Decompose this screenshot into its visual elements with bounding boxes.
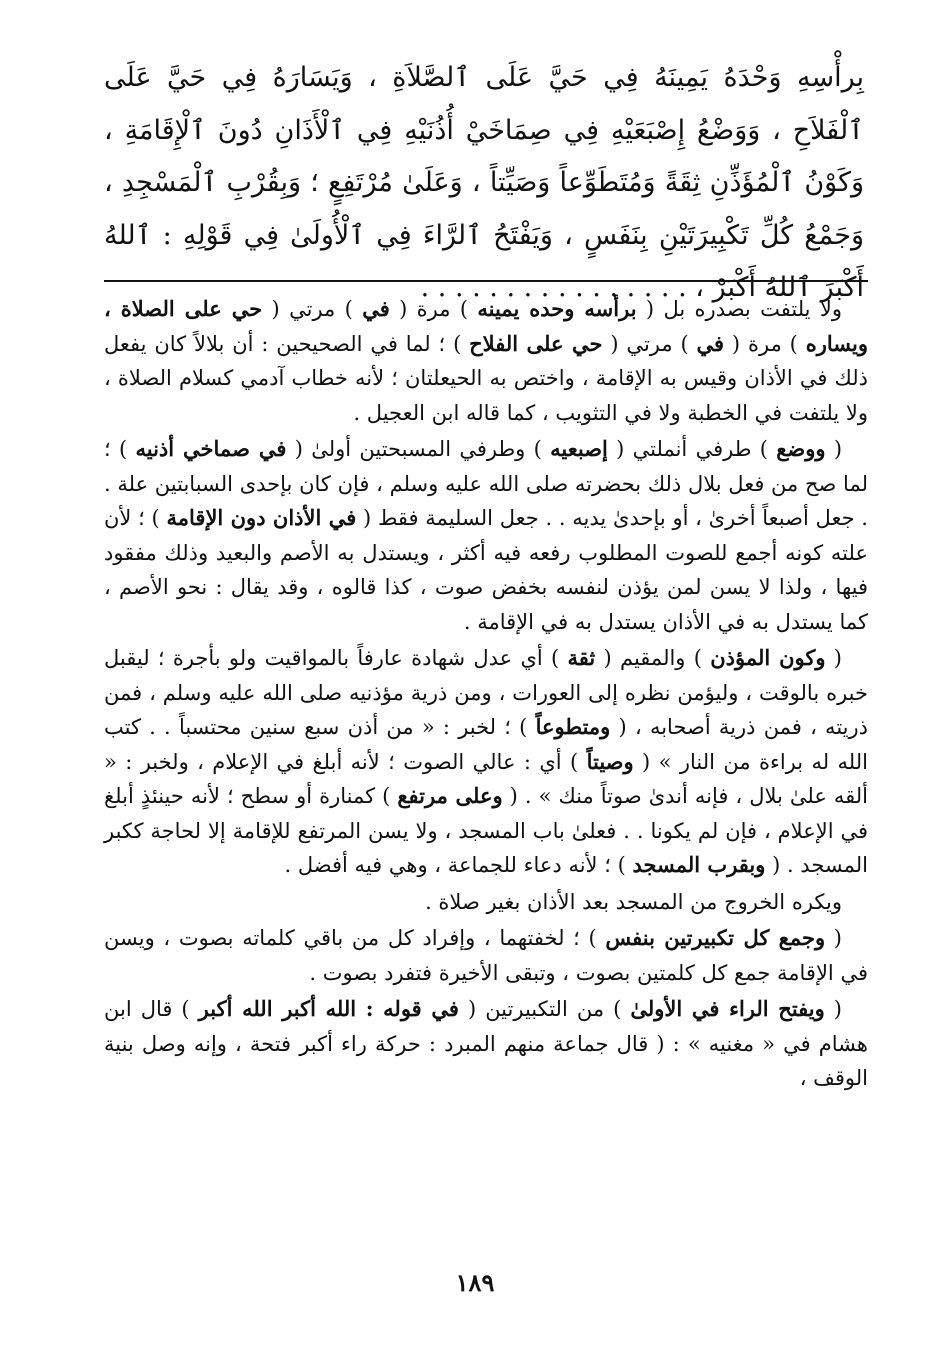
text-run: ) قال ابن هشام في « مغنيه » : ( قال جماعة منهم المبرد : حركة راء أكبر فتحة ، وإنه وصل بنية الوقف ،	[104, 997, 868, 1090]
text-run: ) مرة (	[389, 297, 478, 321]
quoted-matn: برأسه وحده يمينه	[477, 296, 637, 321]
text-run: ) مرة (	[724, 331, 806, 356]
quoted-matn: في قوله : الله أكبر الله أكبر	[198, 996, 459, 1021]
text-run: ) ؛ لما في الصحيحين : أن بلالاً كان يفعل ذلك في الأذان وقيس به الإقامة ، واختص به الحيعلتان ؛ لأنه خطاب آدمي كسلام الصلاة ، ولا يلتفت في الخطبة ولا في التثويب ، كما قاله ابن العجيل .	[104, 331, 868, 425]
quoted-matn: وعلى مرتفع	[397, 783, 503, 808]
quoted-matn: حي على الفلاح	[469, 330, 603, 356]
text-run: ) ؛ لأنه دعاء للجماعة ، وهي فيه أفضل .	[284, 853, 633, 877]
text-run: ) أي عدل شهادة عارفاً بالمواقيت ولو بأجرة ؛ ليقبل خبره بالوقت ، وليؤمن نظره إلى العورات ، ومن ذرية مؤذنيه صلى الله عليه وسلم ، فمن ذريته ، فمن ذرية أصحابه ، (	[104, 646, 868, 739]
text-run: ولا يلتفت بصدره بل (	[636, 297, 842, 321]
quoted-matn: ووضع	[776, 436, 826, 461]
main-text: بِرأْسِهِ وَحْدَهُ يَمِينَهُ فِي حَيَّ عَلَى ٱلصَّلاَةِ ، وَيَسَارَهُ فِي حَيَّ عَلَى ٱلْفَلاَحِ ، وَوَضْعُ إِصْبَعَيْهِ فِي صِمَاخَيْ أُذُنَيْهِ فِي ٱلْأَذَانِ دُونَ ٱلْإِقَامَةِ ، وَكَوْنُ ٱلْمُؤَذِّنِ ثِقَةً وَمُتَطَوِّعاً وَصَيِّتاً ، وَعَلَىٰ مُرْتَفِعٍ ؛ وَبِقُرْبِ ٱلْمَسْجِدِ ، وَجَمْعُ كُلِّ تَكْبِيرَتَيْنِ بِنَفَسٍ ، وَيَفْتَحُ ٱلرَّاءَ فِي ٱلْأُولَىٰ فِي قَوْلِهِ : ٱللهُ أَكْبَرَ ٱللهُ أَكْبَرْ ، . . . . . . . . . . . . . . . .	[104, 62, 864, 303]
text-run: (	[825, 437, 843, 461]
text-run: (	[825, 926, 842, 950]
text-run: ) مرتي (	[602, 331, 697, 356]
quoted-matn: إصبعيه	[550, 436, 608, 461]
commentary-paragraph-4: ويكره الخروج من المسجد بعد الأذان بغير صلاة .	[425, 889, 842, 914]
quoted-matn: ثقة	[567, 645, 596, 670]
quoted-matn: ومتطوعاً	[535, 714, 611, 739]
text-run: (	[824, 997, 842, 1021]
text-run: ) ؛ لأن علته كونه أجمع للصوت المطلوب رفعه فيه أكثر ، ويستدل به الأصم والبعيد وذلك مفقود فيها ، ولذا لا يسن لمن يؤذن لنفسه بخفض صوت ، كذا قالوه ، وقد يقال : نحو الأصم ، كما يستدل به في الأذان يستدل به في الإقامة .	[104, 506, 869, 634]
commentary-paragraph-1	[104, 292, 868, 430]
quoted-matn: حي على الصلاة ، ويساره	[104, 296, 868, 356]
text-run: ) وطرفي المسبحتين أولىٰ (	[286, 437, 551, 461]
text-run: ) كمنارة أو سطح ؛ لأنه حينئذٍ أبلغ في الإعلام ، فإن لم يكونا . . فعلىٰ باب المسجد ، ولا يسن المرتفع للإقامة إلا لحاجة ككبر المسجد . (	[104, 784, 868, 877]
text-run: ) والمقيم (	[595, 646, 711, 670]
text-run: (	[825, 646, 842, 670]
commentary-paragraph-2	[104, 432, 868, 639]
quoted-matn: في صماخي أذنيه	[135, 436, 287, 461]
quoted-matn: في	[362, 296, 390, 321]
page-number: ١٨٩	[455, 1268, 495, 1297]
text-run: ) مرتي (	[262, 297, 363, 321]
quoted-matn: وبقرب المسجد	[632, 852, 766, 877]
text-run: ) ؛ لخفتهما ، وإفراد كل من باقي كلماته بصوت ، ويسن في الإقامة جمع كل كلمتين بصوت ، وتبقى الأخيرة فتفرد بصوت .	[104, 926, 868, 985]
quoted-matn: وجمع كل تكبيرتين بنفس	[605, 925, 826, 950]
text-run: ) طرفي أنملتي (	[607, 437, 777, 461]
text-run: ) ؛ لما صح من فعل بلال ذلك بحضرته صلى الله عليه وسلم ، فإن كان بإحدى السبابتين علة . . جعل أصبعاً أخرىٰ ، أو بإحدىٰ يديه . . جعل السليمة فقط (	[104, 437, 868, 530]
text-run: ) من التكبيرتين (	[458, 997, 631, 1021]
commentary-paragraph-5	[104, 921, 868, 990]
commentary-paragraph-6	[104, 992, 868, 1096]
quoted-matn: في الأذان دون الإقامة	[166, 505, 357, 530]
divider-line	[104, 280, 868, 282]
text-run: ) أي : عالي الصوت ؛ لأنه أبلغ في الإعلام ، ولخبر : « ألقه علىٰ بلال ، فإنه أندىٰ صوتاً منك » . (	[104, 749, 869, 808]
quoted-matn: ويفتح الراء في الأولىٰ	[630, 996, 825, 1021]
text-run: ) ؛ لخبر : « من أذن سبع سنين محتسباً . . كتب الله له براءة من النار » (	[104, 715, 868, 774]
quoted-matn: في	[696, 330, 725, 356]
commentary-paragraph-3	[104, 641, 868, 883]
quoted-matn: وصيتاً	[586, 748, 634, 774]
commentary	[104, 292, 868, 1098]
quoted-matn: وكون المؤذن	[710, 645, 826, 670]
